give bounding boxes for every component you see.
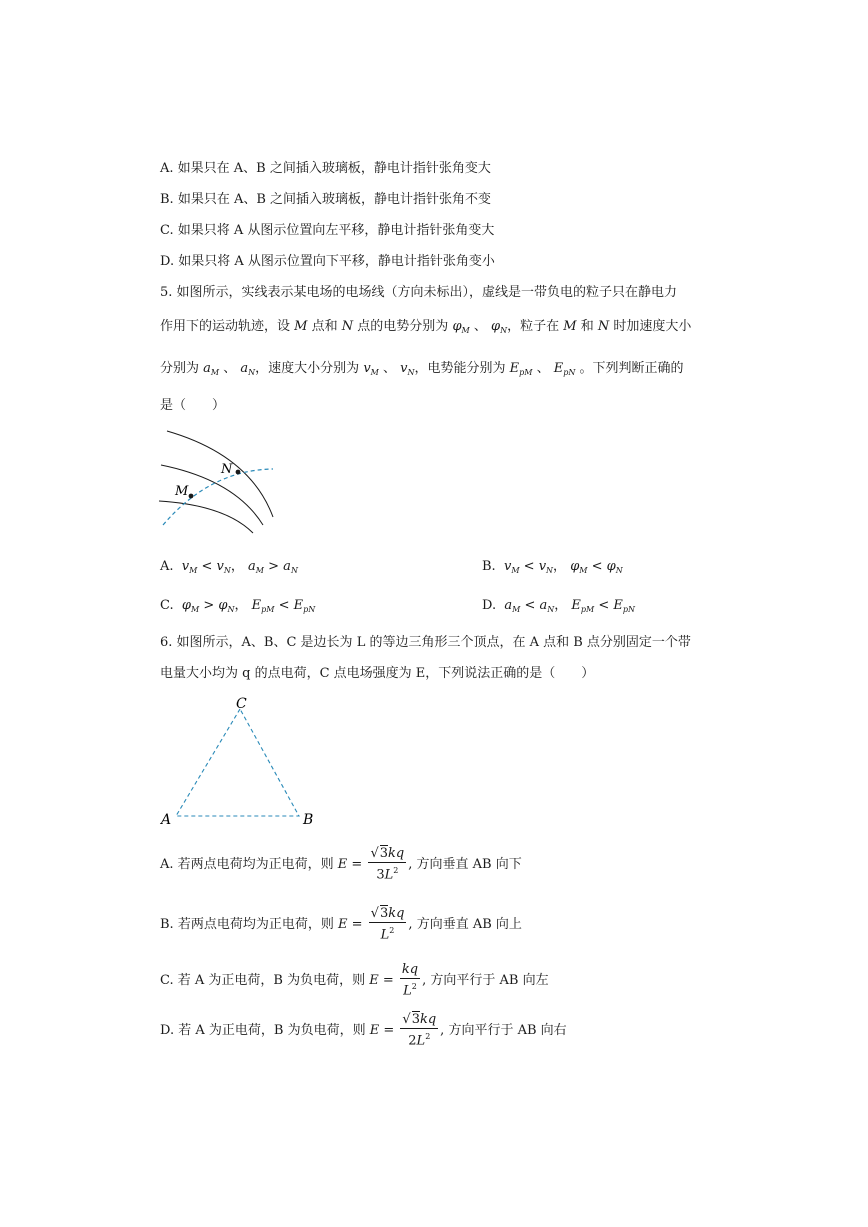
q5-field-diagram: [155, 425, 280, 540]
q4-option-d: D. 如果只将 A 从图示位置向下平移，静电计指针张角变小: [160, 254, 495, 269]
q5-option-d: D. $a_M < a_N$， $E_{pM} < E_{pN}$: [482, 598, 636, 614]
q5-stem-line3: 分别为 $a_M$ 、 $a_N$，速度大小分别为 $v_M$ 、 $v_N$，电势能分别为 $E_{pM}$ 、 $E_{pN}$ 。下列判断正确的: [160, 361, 684, 377]
field-line-inner: [159, 501, 253, 533]
point-m-label: M: [175, 484, 189, 499]
vertex-c-label: C: [236, 696, 247, 712]
q5-option-b: B. $v_M < v_N$， $\varphi_M < \varphi_N$: [482, 559, 623, 575]
q6-option-c: C. 若 A 为正电荷，B 为负电荷，则 E = $\frac{kq}{L^2}$ , 方向平行于 AB 向左: [160, 962, 549, 999]
q6-stem-line2: 电量大小均为 q 的点电荷，C 点电场强度为 E，下列说法正确的是（ ）: [160, 666, 595, 681]
point-n-dot: [236, 470, 241, 475]
q6-option-a: A. 若两点电荷均为正电荷，则 E = $\frac{√3kq}{3L^2}$ , 方向垂直 AB 向下: [160, 846, 522, 883]
q4-option-b: B. 如果只在 A、B 之间插入玻璃板，静电计指针张角不变: [160, 192, 492, 207]
q6-triangle-diagram: [158, 694, 323, 829]
q4-option-a: A. 如果只在 A、B 之间插入玻璃板，静电计指针张角变大: [160, 161, 491, 176]
q4-option-c: C. 如果只将 A 从图示位置向左平移，静电计指针张角变大: [160, 223, 495, 238]
point-m-dot: [189, 494, 194, 499]
q6-option-d: D. 若 A 为正电荷，B 为负电荷，则 E = $\frac{√3kq}{2L^2}$ , 方向平行于 AB 向右: [160, 1012, 567, 1049]
q5-stem-line4: 是（ ）: [160, 398, 226, 413]
point-n-label: N: [221, 462, 233, 477]
q5-option-c: C. $\varphi_M > \varphi_N$， $E_{pM} < E_{pN}$: [160, 598, 316, 614]
vertex-b-label: B: [303, 812, 314, 828]
q5-stem-line2: 作用下的运动轨迹，设 M 点和 N 点的电势分别为 $\varphi_M$ 、 $\varphi_N$，粒子在 M 和 N 时加速度大小: [160, 319, 692, 335]
q5-stem-line1: 5. 如图所示，实线表示某电场的电场线（方向未标出），虚线是一带负电的粒子只在静电力: [160, 285, 678, 300]
q6-option-b: B. 若两点电荷均为正电荷，则 E = $\frac{√3kq}{L^2}$ , 方向垂直 AB 向上: [160, 906, 522, 943]
q5-option-a: A. $v_M < v_N$， $a_M > a_N$: [160, 559, 298, 575]
q6-stem-line1: 6. 如图所示，A、B、C 是边长为 L 的等边三角形三个顶点，在 A 点和 B 点分别固定一个带: [160, 635, 691, 650]
vertex-a-label: A: [161, 812, 172, 828]
triangle-dashed: [176, 709, 299, 816]
